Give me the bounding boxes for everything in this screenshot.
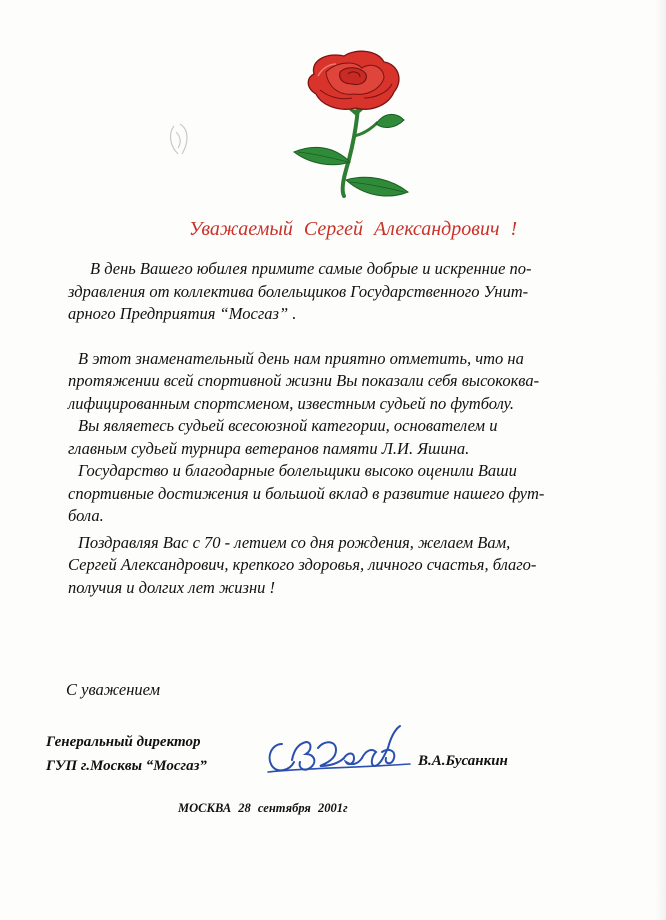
paragraph-4 [68, 460, 648, 528]
paragraph-line: главным судьей турнира ветеранов памяти Л.И. Яшина. [68, 438, 470, 458]
closing-regards: С уважением [66, 680, 161, 699]
paragraph-line: протяжении всей спортивной жизни Вы показали себя высококва- [68, 371, 540, 390]
paragraph-line: спортивные достижения и большой вклад в развитие нашего фут- [68, 483, 545, 503]
paragraph-line: арного Предприятия “Мосгаз” . [68, 304, 297, 323]
paragraph-5 [68, 532, 648, 600]
signer-title-line: Генеральный директор [46, 734, 201, 750]
paragraph-line: получия и долгих лет жизни ! [68, 577, 276, 597]
page-edge-shadow [656, 0, 666, 920]
paragraph-line: Поздравляя Вас с 70 - летием со дня рождения, желаем Вам, [78, 532, 511, 552]
signer-title-line: ГУП г.Москвы “Мосгаз” [46, 758, 207, 774]
paragraph-1 [68, 258, 648, 326]
date: 28 сентября 2001г [238, 801, 348, 815]
paragraph-line: бола. [68, 506, 104, 525]
rose-icon [280, 50, 440, 210]
paragraph-line: здравления от коллектива болельщиков Государственного Унит- [68, 281, 529, 301]
signer-name: В.А.Бусанкин [418, 753, 508, 769]
letter-body [68, 258, 648, 599]
paragraph-3 [68, 415, 648, 460]
paragraph-line: лифицированным спортсменом, известным судьей по футболу. [68, 393, 515, 413]
handwritten-signature [262, 722, 418, 778]
salutation: Уважаемый Сергей Александрович ! [188, 218, 518, 240]
paragraph-line: Государство и благодарные болельщики высоко оценили Ваши [78, 461, 517, 480]
paragraph-line: Вы являетесь судьей всесоюзной категории, основателем и [78, 416, 498, 435]
paragraph-line: В день Вашего юбилея примите самые добрые и искренние по- [90, 259, 532, 278]
paragraph-line: Сергей Александрович, крепкого здоровья, личного счастья, благо- [68, 555, 537, 574]
paragraph-line: В этот знаменательный день нам приятно отметить, что на [78, 348, 524, 368]
signer-title [46, 730, 207, 778]
place: МОСКВА [178, 801, 232, 815]
paragraph-2 [68, 348, 648, 416]
place-and-date [178, 801, 348, 816]
pencil-mark-icon [166, 120, 194, 160]
